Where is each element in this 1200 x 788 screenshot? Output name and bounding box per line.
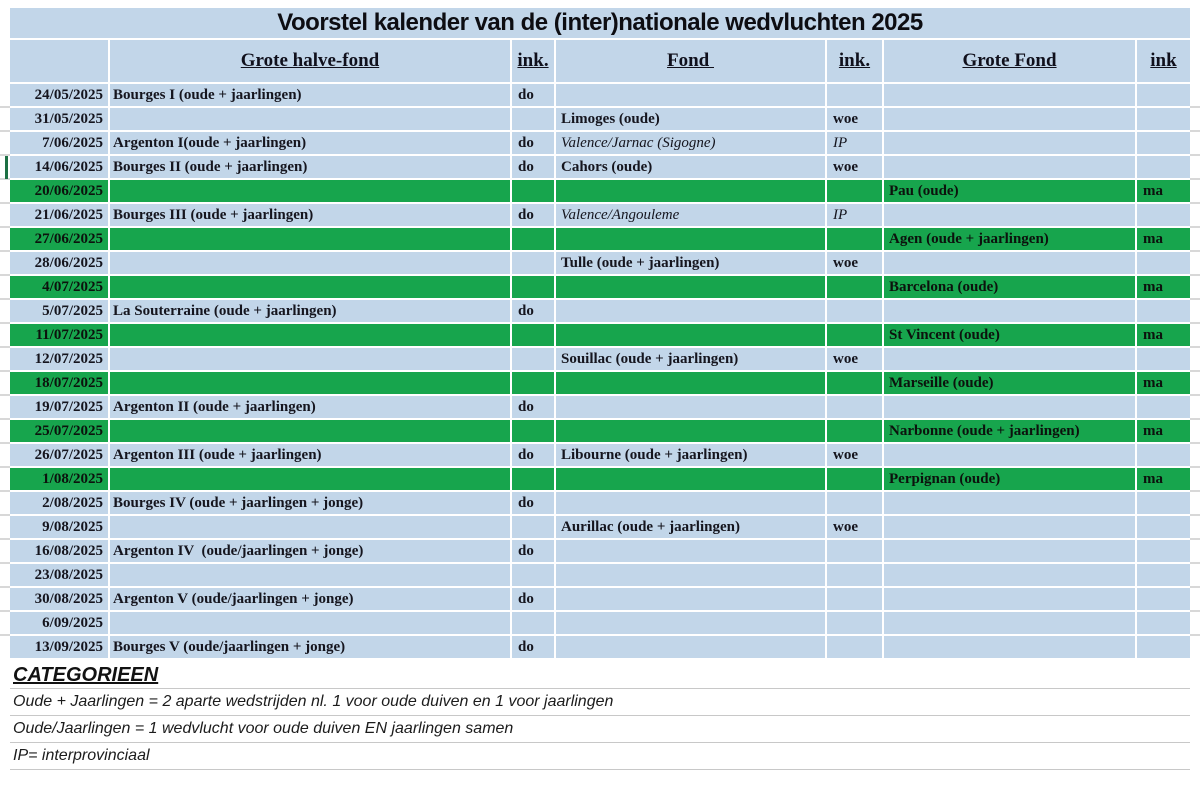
table-row <box>10 540 1190 562</box>
cell-grote-halve-fond[interactable] <box>110 516 510 538</box>
cell-grote-halve-fond[interactable]: Argenton III (oude + jaarlingen) <box>110 444 510 466</box>
cell-grote-halve-fond[interactable] <box>110 372 510 394</box>
cell-grote-halve-fond[interactable]: Bourges IV (oude + jaarlingen + jonge) <box>110 492 510 514</box>
cell-grote-fond[interactable]: Pau (oude) <box>884 180 1135 202</box>
cell-ink[interactable]: do <box>512 132 554 154</box>
category-definition-1[interactable]: Oude + Jaarlingen = 2 aparte wedstrijden nl. 1 voor oude duiven en 1 voor jaarlingen <box>10 689 1190 716</box>
cell-ink[interactable] <box>827 324 882 346</box>
cell-ink[interactable]: do <box>512 492 554 514</box>
cell-grote-fond[interactable] <box>884 132 1135 154</box>
cell-ink[interactable]: do <box>512 156 554 178</box>
cell-grote-halve-fond[interactable] <box>110 252 510 274</box>
cell-ink[interactable] <box>827 468 882 490</box>
categories-heading: CATEGORIEEN <box>13 664 159 686</box>
cell-ink[interactable] <box>512 324 554 346</box>
cell-ink[interactable] <box>512 180 554 202</box>
cell-grote-fond[interactable] <box>884 300 1135 322</box>
cell-ink[interactable] <box>827 396 882 418</box>
category-definition-3[interactable]: IP= interprovinciaal <box>10 743 1190 770</box>
cell-grote-halve-fond[interactable] <box>110 180 510 202</box>
cell-fond[interactable] <box>556 564 825 586</box>
cell-ink[interactable]: do <box>512 588 554 610</box>
cell-grote-fond[interactable]: Narbonne (oude + jaarlingen) <box>884 420 1135 442</box>
cell-fond[interactable] <box>556 468 825 490</box>
table-row <box>10 636 1190 658</box>
cell-fond[interactable] <box>556 300 825 322</box>
cell-ink[interactable] <box>827 84 882 106</box>
cell-ink[interactable]: IP <box>827 132 882 154</box>
cell-fond[interactable] <box>556 540 825 562</box>
cell-grote-halve-fond[interactable]: Argenton V (oude/jaarlingen + jonge) <box>110 588 510 610</box>
cell-ink[interactable] <box>512 516 554 538</box>
cell-ink[interactable] <box>1137 492 1190 514</box>
cell-grote-fond[interactable]: Barcelona (oude) <box>884 276 1135 298</box>
cell-ink[interactable]: ma <box>1137 420 1190 442</box>
header-fond[interactable]: Fond <box>556 40 825 82</box>
cell-date[interactable]: 19/07/2025 <box>10 396 108 418</box>
cell-date[interactable]: 12/07/2025 <box>10 348 108 370</box>
cell-date[interactable]: 21/06/2025 <box>10 204 108 226</box>
cell-date[interactable]: 27/06/2025 <box>10 228 108 250</box>
table-row <box>10 444 1190 466</box>
table-row <box>10 84 1190 106</box>
cell-ink[interactable] <box>1137 300 1190 322</box>
cell-date[interactable]: 14/06/2025 <box>10 156 108 178</box>
cell-ink[interactable] <box>1137 252 1190 274</box>
cell-ink[interactable]: woe <box>827 108 882 130</box>
cell-grote-fond[interactable]: Marseille (oude) <box>884 372 1135 394</box>
cell-ink[interactable] <box>512 252 554 274</box>
cell-ink[interactable]: IP <box>827 204 882 226</box>
cell-grote-fond[interactable] <box>884 612 1135 634</box>
cell-ink[interactable] <box>1137 564 1190 586</box>
cell-ink[interactable]: ma <box>1137 324 1190 346</box>
cell-fond[interactable]: Cahors (oude) <box>556 156 825 178</box>
cell-ink[interactable] <box>827 492 882 514</box>
cell-grote-halve-fond[interactable] <box>110 348 510 370</box>
cell-grote-halve-fond[interactable]: Argenton I(oude + jaarlingen) <box>110 132 510 154</box>
cell-ink[interactable] <box>1137 516 1190 538</box>
cell-fond[interactable]: Aurillac (oude + jaarlingen) <box>556 516 825 538</box>
cell-ink[interactable] <box>512 276 554 298</box>
cell-grote-fond[interactable] <box>884 444 1135 466</box>
cell-ink[interactable] <box>1137 612 1190 634</box>
cell-ink[interactable] <box>827 228 882 250</box>
cell-grote-fond[interactable] <box>884 84 1135 106</box>
categories-section <box>10 658 1190 770</box>
cell-date[interactable]: 1/08/2025 <box>10 468 108 490</box>
cell-date[interactable]: 20/06/2025 <box>10 180 108 202</box>
cell-date[interactable]: 30/08/2025 <box>10 588 108 610</box>
cell-grote-fond[interactable] <box>884 252 1135 274</box>
cell-ink[interactable] <box>827 564 882 586</box>
cell-grote-halve-fond[interactable]: La Souterraine (oude + jaarlingen) <box>110 300 510 322</box>
cell-ink[interactable] <box>827 588 882 610</box>
header-ink-2[interactable]: ink. <box>827 40 882 82</box>
cell-ink[interactable]: ma <box>1137 468 1190 490</box>
cell-date[interactable]: 24/05/2025 <box>10 84 108 106</box>
table-row <box>10 156 1190 178</box>
cell-ink[interactable]: do <box>512 84 554 106</box>
category-definition-2[interactable]: Oude/Jaarlingen = 1 wedvlucht voor oude duiven EN jaarlingen samen <box>10 716 1190 743</box>
cell-fond[interactable]: Libourne (oude + jaarlingen) <box>556 444 825 466</box>
cell-grote-halve-fond[interactable] <box>110 420 510 442</box>
cell-fond[interactable] <box>556 372 825 394</box>
cell-grote-fond[interactable] <box>884 108 1135 130</box>
cell-date[interactable]: 4/07/2025 <box>10 276 108 298</box>
table-row <box>10 348 1190 370</box>
cell-ink[interactable]: ma <box>1137 276 1190 298</box>
cell-grote-halve-fond[interactable]: Bourges I (oude + jaarlingen) <box>110 84 510 106</box>
cell-fond[interactable]: Valence/Angouleme <box>556 204 825 226</box>
cell-ink[interactable] <box>827 612 882 634</box>
cell-ink[interactable]: do <box>512 396 554 418</box>
table-row <box>10 276 1190 298</box>
calendar-table <box>10 8 1190 770</box>
table-row <box>10 516 1190 538</box>
table-row <box>10 492 1190 514</box>
cell-date[interactable]: 31/05/2025 <box>10 108 108 130</box>
header-grote-halve-fond[interactable]: Grote halve-fond <box>110 40 510 82</box>
cell-grote-fond[interactable] <box>884 588 1135 610</box>
cell-grote-halve-fond[interactable]: Bourges III (oude + jaarlingen) <box>110 204 510 226</box>
cell-grote-halve-fond[interactable]: Argenton IV (oude/jaarlingen + jonge) <box>110 540 510 562</box>
cell-ink[interactable] <box>1137 84 1190 106</box>
cell-date[interactable]: 23/08/2025 <box>10 564 108 586</box>
cell-ink[interactable]: woe <box>827 444 882 466</box>
cell-date[interactable]: 7/06/2025 <box>10 132 108 154</box>
table-row <box>10 420 1190 442</box>
cell-grote-fond[interactable] <box>884 348 1135 370</box>
table-row <box>10 396 1190 418</box>
header-ink-1[interactable]: ink. <box>512 40 554 82</box>
cell-ink[interactable] <box>827 372 882 394</box>
cell-ink[interactable] <box>1137 108 1190 130</box>
cell-grote-halve-fond[interactable]: Bourges V (oude/jaarlingen + jonge) <box>110 636 510 658</box>
cell-fond[interactable]: Tulle (oude + jaarlingen) <box>556 252 825 274</box>
cell-ink[interactable] <box>1137 444 1190 466</box>
cell-ink[interactable] <box>827 276 882 298</box>
table-row <box>10 588 1190 610</box>
cell-date[interactable]: 6/09/2025 <box>10 612 108 634</box>
cell-fond[interactable] <box>556 492 825 514</box>
cell-fond[interactable] <box>556 180 825 202</box>
cell-ink[interactable] <box>512 348 554 370</box>
cell-grote-fond[interactable] <box>884 396 1135 418</box>
cell-ink[interactable]: do <box>512 540 554 562</box>
cell-fond[interactable] <box>556 324 825 346</box>
table-row <box>10 300 1190 322</box>
cell-ink[interactable] <box>827 180 882 202</box>
cell-ink[interactable] <box>827 636 882 658</box>
cell-grote-halve-fond[interactable] <box>110 612 510 634</box>
cell-fond[interactable] <box>556 276 825 298</box>
table-row <box>10 132 1190 154</box>
cell-ink[interactable] <box>512 372 554 394</box>
cell-grote-fond[interactable] <box>884 540 1135 562</box>
cell-ink[interactable] <box>1137 348 1190 370</box>
cell-ink[interactable] <box>1137 588 1190 610</box>
cell-ink[interactable] <box>1137 156 1190 178</box>
table-row <box>10 468 1190 490</box>
table-row <box>10 324 1190 346</box>
cell-grote-fond[interactable] <box>884 564 1135 586</box>
cell-ink[interactable] <box>512 228 554 250</box>
cell-ink[interactable] <box>827 540 882 562</box>
cell-date[interactable]: 26/07/2025 <box>10 444 108 466</box>
cell-fond[interactable] <box>556 396 825 418</box>
cell-ink[interactable] <box>1137 204 1190 226</box>
cell-grote-halve-fond[interactable]: Argenton II (oude + jaarlingen) <box>110 396 510 418</box>
cell-date[interactable]: 18/07/2025 <box>10 372 108 394</box>
cell-ink[interactable] <box>1137 540 1190 562</box>
table-row <box>10 228 1190 250</box>
cell-ink[interactable]: ma <box>1137 228 1190 250</box>
table-row <box>10 564 1190 586</box>
table-row <box>10 372 1190 394</box>
cell-grote-fond[interactable]: Perpignan (oude) <box>884 468 1135 490</box>
cell-fond[interactable] <box>556 588 825 610</box>
table-row <box>10 204 1190 226</box>
cell-fond[interactable] <box>556 636 825 658</box>
cell-ink[interactable] <box>1137 636 1190 658</box>
cell-ink[interactable]: ma <box>1137 372 1190 394</box>
cell-fond[interactable]: Limoges (oude) <box>556 108 825 130</box>
cell-fond[interactable]: Valence/Jarnac (Sigogne) <box>556 132 825 154</box>
cell-ink[interactable]: woe <box>827 156 882 178</box>
cell-grote-halve-fond[interactable] <box>110 468 510 490</box>
cell-fond[interactable] <box>556 84 825 106</box>
table-row <box>10 108 1190 130</box>
calendar-rows <box>10 84 1190 658</box>
cell-date[interactable]: 13/09/2025 <box>10 636 108 658</box>
table-row <box>10 180 1190 202</box>
cell-ink[interactable]: ma <box>1137 180 1190 202</box>
cell-ink[interactable]: do <box>512 300 554 322</box>
cell-grote-fond[interactable]: St Vincent (oude) <box>884 324 1135 346</box>
cell-fond[interactable] <box>556 228 825 250</box>
cell-ink[interactable] <box>512 564 554 586</box>
cell-grote-fond[interactable] <box>884 516 1135 538</box>
cell-ink[interactable] <box>827 300 882 322</box>
cell-grote-fond[interactable] <box>884 492 1135 514</box>
cell-grote-halve-fond[interactable] <box>110 564 510 586</box>
column-headers <box>10 40 1190 82</box>
cell-grote-halve-fond[interactable] <box>110 108 510 130</box>
cell-ink[interactable] <box>512 612 554 634</box>
title-cell[interactable] <box>10 8 1190 38</box>
page-title: Voorstel kalender van de (inter)nationale wedvluchten 2025 <box>277 9 923 36</box>
cell-ink[interactable] <box>512 420 554 442</box>
cell-ink[interactable]: do <box>512 636 554 658</box>
cell-grote-halve-fond[interactable] <box>110 324 510 346</box>
cell-grote-fond[interactable]: Agen (oude + jaarlingen) <box>884 228 1135 250</box>
cell-ink[interactable]: do <box>512 204 554 226</box>
cell-ink[interactable]: woe <box>827 252 882 274</box>
cell-grote-halve-fond[interactable]: Bourges II (oude + jaarlingen) <box>110 156 510 178</box>
cell-fond[interactable]: Souillac (oude + jaarlingen) <box>556 348 825 370</box>
header-ink-3[interactable]: ink <box>1137 40 1190 82</box>
cell-ink[interactable] <box>827 420 882 442</box>
categories-heading-cell[interactable] <box>10 658 1190 689</box>
cell-grote-halve-fond[interactable] <box>110 276 510 298</box>
active-row-indicator <box>5 156 8 179</box>
cell-date[interactable]: 9/08/2025 <box>10 516 108 538</box>
cell-grote-halve-fond[interactable] <box>110 228 510 250</box>
table-row <box>10 612 1190 634</box>
cell-ink[interactable]: woe <box>827 516 882 538</box>
cell-date[interactable]: 2/08/2025 <box>10 492 108 514</box>
cell-ink[interactable] <box>1137 132 1190 154</box>
header-grote-fond[interactable]: Grote Fond <box>884 40 1135 82</box>
cell-date[interactable]: 5/07/2025 <box>10 300 108 322</box>
header-date[interactable] <box>10 40 108 82</box>
cell-fond[interactable] <box>556 420 825 442</box>
cell-ink[interactable] <box>512 108 554 130</box>
table-row <box>10 252 1190 274</box>
cell-ink[interactable]: do <box>512 444 554 466</box>
cell-date[interactable]: 16/08/2025 <box>10 540 108 562</box>
sheet-right-gutter <box>1190 84 1200 658</box>
cell-grote-fond[interactable] <box>884 156 1135 178</box>
cell-date[interactable]: 25/07/2025 <box>10 420 108 442</box>
cell-grote-fond[interactable] <box>884 636 1135 658</box>
cell-ink[interactable] <box>512 468 554 490</box>
cell-date[interactable]: 28/06/2025 <box>10 252 108 274</box>
cell-date[interactable]: 11/07/2025 <box>10 324 108 346</box>
cell-grote-fond[interactable] <box>884 204 1135 226</box>
cell-ink[interactable] <box>1137 396 1190 418</box>
cell-fond[interactable] <box>556 612 825 634</box>
cell-ink[interactable]: woe <box>827 348 882 370</box>
